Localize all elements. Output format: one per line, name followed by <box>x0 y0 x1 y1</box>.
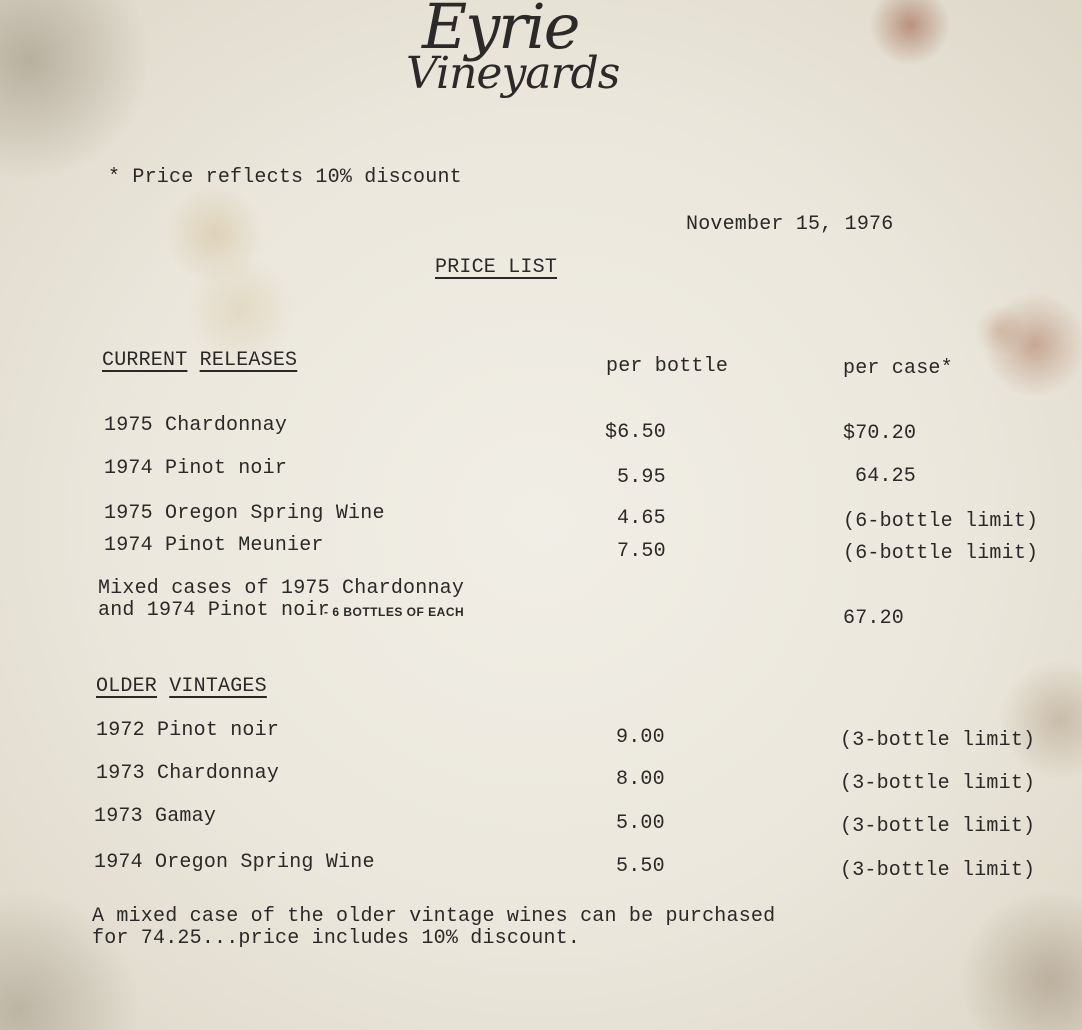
case-limit: (3-bottle limit) <box>840 729 1036 752</box>
bottle-price: 4.65 <box>617 507 666 530</box>
wine-name: 1973 Gamay <box>94 805 217 828</box>
wine-name: 1972 Pinot noir <box>96 719 280 742</box>
case-limit: (3-bottle limit) <box>840 815 1036 838</box>
wine-name: 1973 Chardonnay <box>96 762 280 785</box>
case-price: 64.25 <box>855 465 917 488</box>
older-heading-word-2: VINTAGES <box>169 675 267 698</box>
logo-line-2: Vineyards <box>406 48 620 99</box>
wine-name: 1975 Oregon Spring Wine <box>104 502 385 525</box>
document-date: November 15, 1976 <box>686 213 894 236</box>
footer-line-1: A mixed case of the older vintage wines can be purchased <box>92 905 776 928</box>
older-vintages-heading <box>96 676 267 698</box>
wine-name: 1974 Pinot Meunier <box>104 534 324 557</box>
case-price: $70.20 <box>843 422 917 445</box>
current-heading-word-2: RELEASES <box>199 349 298 372</box>
case-limit: (6-bottle limit) <box>843 510 1039 533</box>
discount-note: * Price reflects 10% discount <box>108 166 462 189</box>
bottle-price: 7.50 <box>617 540 666 563</box>
per-bottle-header: per bottle <box>606 355 729 378</box>
logo-line-1: Eyrie <box>422 0 579 63</box>
eyrie-vineyards-logo <box>400 0 660 116</box>
wine-name: 1974 Oregon Spring Wine <box>94 851 375 874</box>
bottle-price: 5.95 <box>617 466 666 489</box>
document-title: PRICE LIST <box>435 256 558 279</box>
wine-name: 1974 Pinot noir <box>104 457 288 480</box>
per-case-header: per case* <box>843 357 953 380</box>
bottle-price: 5.50 <box>616 855 665 878</box>
handwritten-mixed-note: - 6 BOTTLES OF EACH <box>324 605 465 619</box>
case-limit: (3-bottle limit) <box>840 772 1036 795</box>
bottle-price: 8.00 <box>616 768 665 791</box>
bottle-price: 5.00 <box>616 812 665 835</box>
wine-name: 1975 Chardonnay <box>104 414 288 437</box>
mixed-case-line-2: and 1974 Pinot noir <box>98 599 330 622</box>
bottle-price: 9.00 <box>616 726 665 749</box>
current-releases-heading <box>102 350 297 372</box>
older-heading-word-1: OLDER <box>96 675 158 698</box>
case-limit: (3-bottle limit) <box>840 859 1036 882</box>
current-heading-word-1: CURRENT <box>102 349 188 372</box>
case-limit: (6-bottle limit) <box>843 542 1039 565</box>
footer-line-2: for 74.25...price includes 10% discount. <box>92 927 581 950</box>
bottle-price: $6.50 <box>605 421 667 444</box>
mixed-case-price: 67.20 <box>843 607 905 630</box>
mixed-case-line-1: Mixed cases of 1975 Chardonnay <box>98 577 465 600</box>
